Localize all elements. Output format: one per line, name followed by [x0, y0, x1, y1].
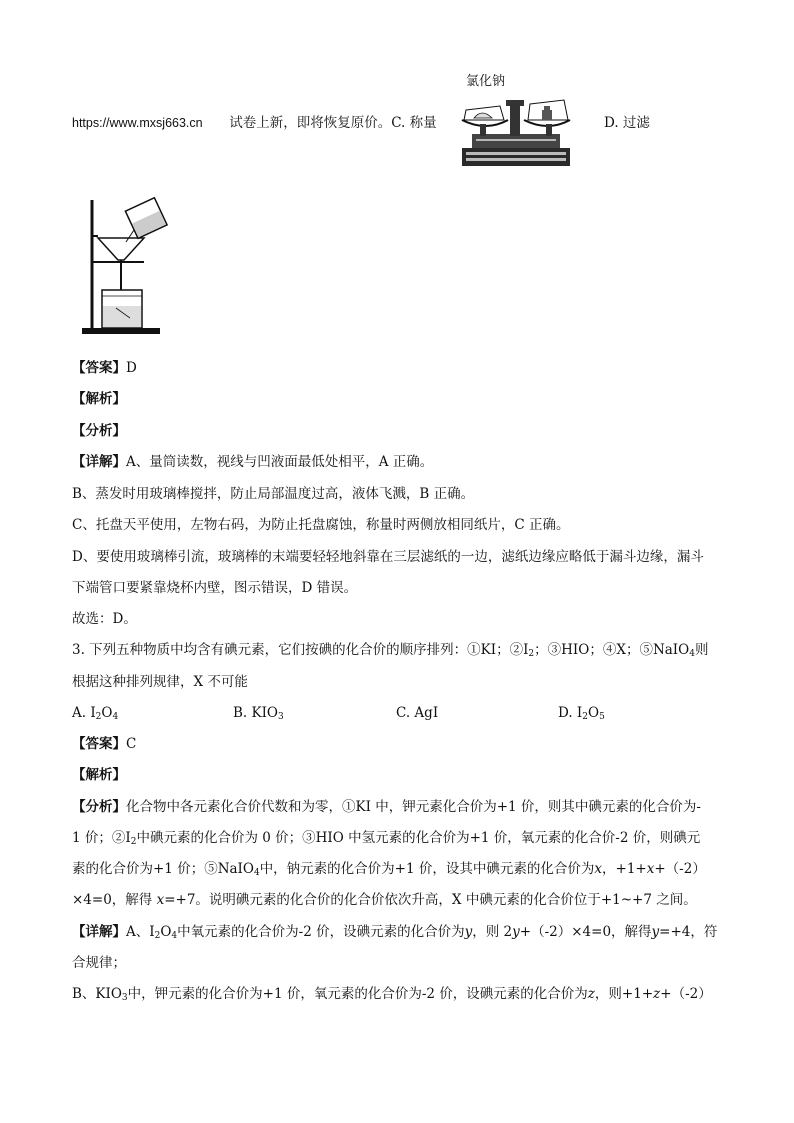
q3-answer: 【答案】C	[72, 736, 137, 752]
q3-fenxi-line2: 1 价；$②I_2$中碘元素的化合价为 0 价；③HIO 中氢元素的化合价为+1 价，氧元素的化合价-2 价，则碘元	[72, 830, 701, 847]
q3-option-b: B. $KIO_3$	[233, 705, 284, 722]
q2-fenxi-tag: 【分析】	[72, 423, 126, 439]
q2-answer: 【答案】D	[72, 360, 137, 376]
q2-detail-d1: D、要使用玻璃棒引流，玻璃棒的末端要轻轻地斜靠在三层滤纸的一边，滤纸边缘应略低于漏斗边缘，漏斗	[72, 549, 704, 565]
q3-option-d: D. $I_2O_5$	[558, 705, 605, 722]
q3-analysis-tag: 【解析】	[72, 767, 126, 783]
q2-conclusion: 故选：D。	[72, 611, 137, 627]
balance-label: 氯化钠	[466, 73, 506, 88]
q3-fenxi-line4: ×4=0，解得 x=+7。说明碘元素的化合价的化合价依次升高，X 中碘元素的化合价位于+1~+7 之间。	[72, 892, 697, 908]
q3-detail-b-line1: B、$KIO_3$中，钾元素的化合价为+1 价，氧元素的化合价为-2 价，设碘元素的化合价为z，则+1+z+（-2）	[72, 986, 712, 1003]
q3-fenxi-line1: 【分析】化合物中各元素化合价代数和为零，①KI 中，钾元素化合价为+1 价，则其中碘元素的化合价为-	[72, 799, 701, 815]
q2-analysis-tag: 【解析】	[72, 391, 126, 407]
q3-stem-line1: 3. 下列五种物质中均含有碘元素，它们按碘的化合价的顺序排列：①KI；$②I_2$；③HIO；④X；⑤NaIO$_4$则	[72, 642, 709, 659]
source-url[interactable]: https://www.mxsj663.cn	[72, 116, 203, 130]
q2-detail-b: B、蒸发时用玻璃棒搅拌，防止局部温度过高，液体飞溅，B 正确。	[72, 486, 475, 502]
q3-option-c: C. AgI	[396, 705, 439, 721]
q2-detail-a: 【详解】A、量筒读数，视线与凹液面最低处相平，A 正确。	[72, 454, 434, 470]
q3-fenxi-line3: 素的化合价为+1 价；⑤NaIO$_4$中，钠元素的化合价为+1 价，设其中碘元素的化合价为x，+1+x+（-2）	[72, 861, 706, 878]
option-c-label: C. 称量	[391, 115, 437, 131]
q2-detail-c: C、托盘天平使用，左物右码，为防止托盘腐蚀，称量时两侧放相同纸片，C 正确。	[72, 517, 570, 533]
option-d-label: D. 过滤	[604, 115, 650, 131]
filtration-illustration	[78, 196, 178, 338]
q2-detail-d2: 下端管口要紧靠烧杯内壁，图示错误，D 错误。	[72, 580, 358, 596]
q3-stem-line2: 根据这种排列规律，X 不可能	[72, 674, 248, 690]
promo-notice: 试卷上新，即将恢复原价。	[229, 115, 392, 131]
q3-detail-a-line2: 合规律；	[72, 955, 126, 971]
balance-illustration	[456, 92, 576, 172]
q3-detail-a-line1: 【详解】A、$I_2O_4$中氧元素的化合价为-2 价，设碘元素的化合价为y，则 2y+（-2）×4=0，解得y=+4，符	[72, 924, 718, 941]
q3-option-a: A. $I_2O_4$	[72, 705, 119, 722]
